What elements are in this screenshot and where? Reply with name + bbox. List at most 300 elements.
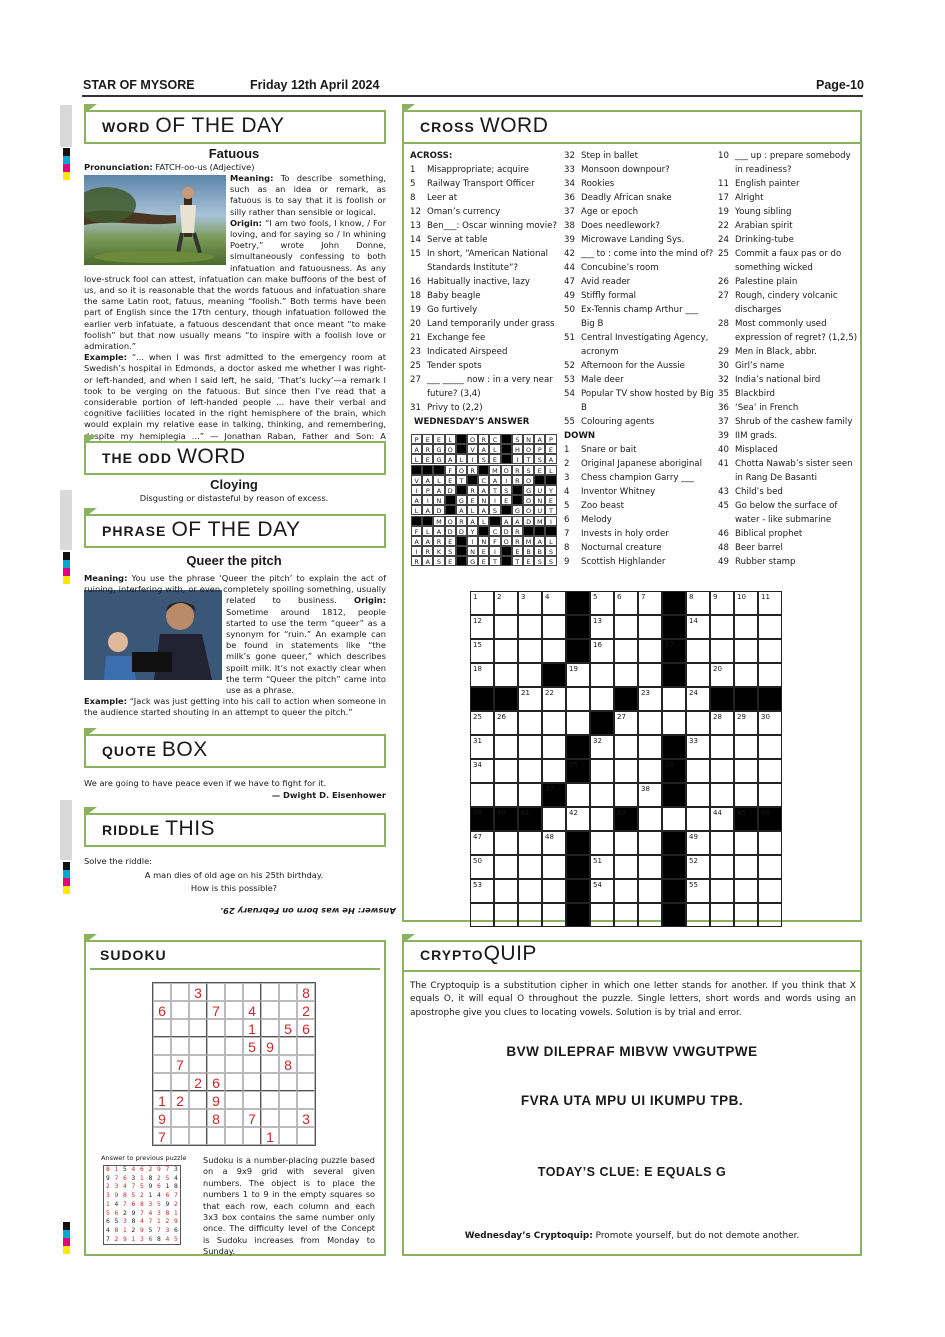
sudoku-cell[interactable] [297,1055,315,1073]
crossword-cell[interactable] [734,615,758,639]
prev-sudoku-cell: 5 [156,1200,161,1208]
clue-text: India’s national bird [735,375,821,385]
crossword-cell[interactable] [590,807,614,831]
sudoku-cell[interactable] [279,1073,297,1091]
crossword-cell[interactable] [710,879,734,903]
crossword-cell[interactable] [662,687,686,711]
clue-item [410,163,560,177]
crossword-cell[interactable]: 5 [590,591,614,615]
sudoku-cell[interactable] [225,1037,243,1055]
crossword-cell[interactable] [566,783,590,807]
crossword-cell[interactable] [518,735,542,759]
riddle-title-box [84,813,386,847]
crossword-cell[interactable] [686,759,710,783]
answer-cell: R [512,465,523,475]
crossword-cell[interactable] [758,759,782,783]
crossword-cell[interactable]: 24 [686,687,710,711]
crossword-cell[interactable]: 29 [734,711,758,735]
crossword-cell[interactable] [542,807,566,831]
crossword-cell[interactable] [638,615,662,639]
answer-cell: A [422,536,433,546]
answer-cell [512,495,523,505]
clue-item [564,191,714,205]
crossword-cell[interactable] [758,615,782,639]
clue-number: 17 [718,193,729,203]
crossword-cell[interactable]: 30 [758,711,782,735]
crossword-cell[interactable]: 54 [590,879,614,903]
sudoku-cell[interactable] [207,1127,225,1145]
crossword-cell[interactable] [542,855,566,879]
sudoku-cell[interactable] [225,983,243,1001]
sudoku-cell[interactable]: 1 [243,1019,261,1037]
crossword-cell[interactable] [518,759,542,783]
crossword-cell[interactable]: 11 [758,591,782,615]
sudoku-cell[interactable] [243,983,261,1001]
crossword-cell[interactable]: 15 [470,639,494,663]
crossword-cell[interactable] [638,639,662,663]
sudoku-cell[interactable] [261,1091,279,1109]
crossword-cell[interactable]: 27 [614,711,638,735]
sudoku-cell[interactable] [297,1037,315,1055]
crossword-cell[interactable] [686,807,710,831]
sudoku-cell[interactable]: 6 [153,1001,171,1019]
crossword-cell[interactable] [542,639,566,663]
crossword-cell[interactable] [710,615,734,639]
crossword-cell[interactable]: 33 [686,735,710,759]
crossword-cell[interactable]: 52 [686,855,710,879]
answer-cell: R [467,465,478,475]
crossword-cell[interactable] [734,783,758,807]
crossword-cell[interactable] [518,879,542,903]
sudoku-cell[interactable] [225,1127,243,1145]
sudoku-cell[interactable]: 5 [243,1037,261,1055]
crossword-cell[interactable] [542,903,566,927]
sudoku-cell[interactable]: 2 [297,1001,315,1019]
answer-cell [512,485,523,495]
sudoku-cell[interactable]: 9 [207,1091,225,1109]
crossword-cell[interactable] [518,783,542,807]
crossword-cell[interactable] [638,735,662,759]
sudoku-cell[interactable]: 9 [153,1109,171,1127]
crossword-cell[interactable] [494,759,518,783]
crossword-cell[interactable] [590,903,614,927]
crossword-cell[interactable]: 55 [686,879,710,903]
crossword-cell[interactable] [734,639,758,663]
crossword-cell[interactable]: 8 [686,591,710,615]
registration-mark [63,1230,70,1238]
sudoku-cell[interactable] [171,983,189,1001]
answer-cell: L [545,465,556,475]
sudoku-cell[interactable] [225,1109,243,1127]
sudoku-cell[interactable] [171,1019,189,1037]
crossword-cell[interactable]: 1 [470,591,494,615]
crossword-block [662,855,686,879]
crossword-cell[interactable]: 16 [590,639,614,663]
crossword-cell[interactable]: 23 [638,687,662,711]
crossword-cell[interactable] [590,759,614,783]
clue-text: ___ up : prepare somebody in readiness? [735,151,851,175]
crossword-cell[interactable] [566,711,590,735]
crossword-cell[interactable] [614,879,638,903]
sudoku-cell[interactable]: 8 [279,1055,297,1073]
crossword-cell[interactable] [614,783,638,807]
sudoku-cell[interactable] [207,1055,225,1073]
crossword-cell[interactable] [638,759,662,783]
sudoku-cell[interactable] [153,1019,171,1037]
clue-text: Baby beagle [427,291,481,301]
sudoku-cell[interactable]: 3 [297,1109,315,1127]
prev-sudoku-cell: 4 [114,1200,119,1208]
prev-sudoku-cell: 9 [131,1209,136,1217]
sudoku-cell[interactable] [279,1037,297,1055]
crossword-cell[interactable] [494,663,518,687]
sudoku-cell[interactable]: 1 [153,1091,171,1109]
crossword-cell[interactable] [518,855,542,879]
prev-sudoku-cell: 5 [173,1235,178,1243]
crossword-cell[interactable] [638,903,662,927]
answer-cell: S [545,546,556,556]
crossword-cell[interactable]: 6 [614,591,638,615]
prev-sudoku-cell: 8 [122,1192,127,1200]
crossword-cell[interactable] [758,903,782,927]
crossword-cell[interactable] [614,759,638,783]
sudoku-cell[interactable]: 6 [297,1019,315,1037]
crossword-cell[interactable] [494,783,518,807]
sudoku-cell[interactable]: 3 [189,983,207,1001]
crossword-cell[interactable]: 31 [470,735,494,759]
crossword-cell[interactable] [734,759,758,783]
crossword-block [614,687,638,711]
crossword-cell[interactable] [542,711,566,735]
answer-cell: A [489,475,500,485]
crossword-cell[interactable] [518,615,542,639]
answer-cell: D [523,516,534,526]
crossword-cell[interactable] [590,831,614,855]
crossword-cell[interactable] [494,615,518,639]
crossword-cell[interactable]: 47 [470,831,494,855]
sudoku-cell[interactable]: 4 [243,1001,261,1019]
answer-cell: O [523,505,534,515]
crossword-cell[interactable]: 9 [710,591,734,615]
crossword-cell[interactable] [542,735,566,759]
crossword-cell[interactable] [518,663,542,687]
sudoku-cell[interactable]: 2 [171,1091,189,1109]
sudoku-cell[interactable]: 7 [243,1109,261,1127]
crossword-cell[interactable] [518,831,542,855]
sudoku-cell[interactable] [243,1073,261,1091]
crossword-cell[interactable] [614,855,638,879]
sudoku-cell[interactable]: 6 [207,1073,225,1091]
crossword-cell[interactable]: 13 [590,615,614,639]
crossword-cell[interactable]: 22 [542,687,566,711]
sudoku-cell[interactable] [153,1037,171,1055]
clue-item [564,555,714,569]
crossword-cell[interactable] [494,831,518,855]
clue-item [564,373,714,387]
prev-sudoku-cell: 5 [114,1218,119,1226]
clue-number: 47 [564,277,575,287]
sudoku-cell[interactable] [171,1073,189,1091]
sudoku-cell[interactable] [153,1073,171,1091]
crossword-cell[interactable] [590,663,614,687]
crossword-cell[interactable] [758,735,782,759]
sudoku-cell[interactable]: 2 [189,1073,207,1091]
registration-mark [63,886,70,894]
sudoku-cell[interactable] [189,1001,207,1019]
crossword-cell[interactable] [614,615,638,639]
crossword-cell[interactable] [614,663,638,687]
crossword-cell[interactable] [542,879,566,903]
crossword-cell[interactable] [494,903,518,927]
crossword-cell[interactable] [494,855,518,879]
sudoku-cell[interactable] [225,1055,243,1073]
corner-flag-icon [84,435,97,445]
crossword-cell[interactable] [470,903,494,927]
crossword-cell[interactable]: 49 [686,831,710,855]
answer-cell: D [445,526,456,536]
clue-text: Oman’s currency [427,207,501,217]
answer-cell: A [501,516,512,526]
crossword-cell[interactable] [758,831,782,855]
crossword-grid[interactable] [470,591,782,903]
clue-number: 49 [718,557,729,567]
sudoku-cell[interactable] [207,1037,225,1055]
crossword-cell[interactable] [614,735,638,759]
crossword-cell[interactable] [758,663,782,687]
sudoku-cell[interactable] [171,1109,189,1127]
crossword-cell[interactable] [686,783,710,807]
crossword-cell[interactable]: 38 [638,783,662,807]
crossword-cell[interactable]: 12 [470,615,494,639]
sudoku-cell[interactable] [297,1091,315,1109]
crossword-cell[interactable]: 19 [566,663,590,687]
clue-item [410,345,560,359]
crossword-cell[interactable] [518,903,542,927]
sudoku-cell[interactable] [243,1091,261,1109]
crossword-cell[interactable] [686,711,710,735]
prev-sudoku-cell: 7 [156,1226,161,1234]
sudoku-cell[interactable] [225,1073,243,1091]
crossword-cell[interactable] [758,879,782,903]
crossword-cell[interactable] [638,711,662,735]
crossword-cell[interactable] [614,639,638,663]
crossword-cell[interactable] [758,639,782,663]
sudoku-cell[interactable] [225,1001,243,1019]
sudoku-cell[interactable] [225,1091,243,1109]
crossword-cell[interactable] [638,879,662,903]
sudoku-cell[interactable] [279,1001,297,1019]
prev-sudoku-cell: 7 [173,1192,178,1200]
crossword-cell[interactable]: 50 [470,855,494,879]
sudoku-cell[interactable]: 7 [207,1001,225,1019]
crossword-cell[interactable]: 34 [470,759,494,783]
answer-cell: Y [545,485,556,495]
crossword-cell[interactable] [758,855,782,879]
sudoku-cell[interactable]: 7 [171,1055,189,1073]
prev-sudoku-cell: 3 [105,1192,110,1200]
crossword-cell[interactable] [662,807,686,831]
prev-sudoku-cell: 3 [139,1235,144,1243]
crossword-cell[interactable] [518,711,542,735]
cryptoquip-title-small: CRYPTO [420,947,484,963]
crossword-block: 41 [518,807,542,831]
crossword-cell[interactable]: 21 [518,687,542,711]
crossword-cell[interactable] [710,735,734,759]
crossword-cell[interactable]: 32 [590,735,614,759]
crossword-cell[interactable] [494,879,518,903]
clue-number: 42 [564,249,575,259]
crossword-cell[interactable] [710,759,734,783]
answer-cell: S [512,434,523,444]
crossword-cell[interactable]: 18 [470,663,494,687]
crossword-cell[interactable]: 44 [710,807,734,831]
answer-cell: A [545,454,556,464]
crossword-cell[interactable]: 28 [710,711,734,735]
sudoku-cell[interactable] [207,1019,225,1037]
crossword-cell[interactable] [638,855,662,879]
crossword-cell[interactable] [662,711,686,735]
answer-cell: M [534,516,545,526]
crossword-cell[interactable]: 7 [638,591,662,615]
crossword-cell[interactable] [710,855,734,879]
sudoku-cell[interactable] [261,1073,279,1091]
prev-sudoku-cell: 3 [156,1209,161,1217]
sudoku-cell[interactable] [153,1055,171,1073]
crossword-cell[interactable]: 26 [494,711,518,735]
prev-sudoku-cell: 7 [148,1218,153,1226]
crossword-cell[interactable] [734,663,758,687]
answer-cell: L [489,444,500,454]
sudoku-cell[interactable] [189,1055,207,1073]
crossword-cell[interactable] [614,831,638,855]
crossword-cell[interactable] [734,903,758,927]
sudoku-cell[interactable] [225,1019,243,1037]
prev-sudoku-cell: 2 [105,1183,110,1191]
sudoku-cell[interactable] [243,1055,261,1073]
sudoku-cell[interactable] [279,983,297,1001]
crossword-cell[interactable] [734,831,758,855]
sudoku-cell[interactable] [279,1091,297,1109]
crossword-cell[interactable] [494,639,518,663]
crossword-block [566,639,590,663]
crossword-cell[interactable] [590,783,614,807]
prev-sudoku-cell: 8 [131,1218,136,1226]
crossword-cell[interactable] [686,663,710,687]
crossword-cell[interactable] [638,807,662,831]
crossword-cell[interactable]: 25 [470,711,494,735]
crossword-cell[interactable]: 4 [542,591,566,615]
sudoku-cell[interactable] [243,1127,261,1145]
crossword-cell[interactable]: 20 [710,663,734,687]
sudoku-cell[interactable] [171,1127,189,1145]
sudoku-cell[interactable] [297,1073,315,1091]
sudoku-cell[interactable] [171,1001,189,1019]
answer-cell: L [456,454,467,464]
crossword-cell[interactable] [494,735,518,759]
sudoku-cell[interactable] [279,1127,297,1145]
clue-number: 9 [564,557,570,567]
sudoku-cell[interactable]: 8 [207,1109,225,1127]
crossword-cell[interactable]: 48 [542,831,566,855]
crossword-cell[interactable]: 2 [494,591,518,615]
sudoku-cell[interactable] [261,1055,279,1073]
wednesday-answer-label: WEDNESDAY’S ANSWER [414,417,530,427]
clue-number: 39 [718,431,729,441]
crossword-cell[interactable]: 51 [590,855,614,879]
registration-mark [63,164,70,172]
sudoku-cell[interactable] [261,1019,279,1037]
sudoku-cell[interactable] [189,1091,207,1109]
sudoku-cell[interactable]: 7 [153,1127,171,1145]
answer-cell: O [523,444,534,454]
wotd-title-big: OF THE DAY [155,114,285,137]
sudoku-cell[interactable] [189,1127,207,1145]
prev-sudoku-cell: 1 [105,1200,110,1208]
crossword-cell[interactable] [710,903,734,927]
sudoku-cell[interactable] [261,1109,279,1127]
crossword-cell[interactable] [638,831,662,855]
clue-text: Shrub of the cashew family [735,417,853,427]
sudoku-cell[interactable] [153,983,171,1001]
prev-sudoku-cell: 5 [105,1209,110,1217]
sudoku-cell[interactable] [261,983,279,1001]
clue-text: Nocturnal creature [581,543,662,553]
crossword-cell[interactable] [734,855,758,879]
crossword-cell[interactable] [542,759,566,783]
crossword-cell[interactable]: 10 [734,591,758,615]
sudoku-cell[interactable] [297,1127,315,1145]
sudoku-cell[interactable]: 1 [261,1127,279,1145]
crossword-cell[interactable] [758,783,782,807]
sudoku-cell[interactable] [189,1037,207,1055]
sudoku-cell[interactable]: 5 [279,1019,297,1037]
sudoku-cell[interactable] [171,1037,189,1055]
sudoku-description: Sudoku is a number-placing puzzle based on a 9x9 grid with several given numbers. The object is to place the numbers 1 to 9 in the empty squares so that each row, each column and each 3x3 box contains the same number only once. The difficulty level of the Concept is Sudoku increases from Monday to Sunday. [203,1155,375,1257]
answer-cell: T [523,454,534,464]
prev-sudoku-cell: 9 [156,1166,161,1173]
crossword-cell[interactable] [710,831,734,855]
crossword-cell[interactable] [518,639,542,663]
sudoku-cell[interactable] [279,1109,297,1127]
crossword-cell[interactable]: 53 [470,879,494,903]
crossword-cell[interactable] [470,783,494,807]
crossword-cell[interactable]: 14 [686,615,710,639]
sudoku-cell[interactable] [261,1001,279,1019]
sudoku-cell[interactable] [207,983,225,1001]
crossword-cell[interactable] [542,615,566,639]
crossword-cell[interactable] [710,783,734,807]
crossword-cell[interactable] [686,639,710,663]
sudoku-cell[interactable]: 8 [297,983,315,1001]
clue-text: Girl’s name [735,361,785,371]
sudoku-cell[interactable] [189,1109,207,1127]
crossword-cell[interactable] [590,687,614,711]
crossword-cell[interactable]: 3 [518,591,542,615]
crossword-cell[interactable]: 42 [566,807,590,831]
answer-cell: G [433,454,444,464]
crossword-cell[interactable] [734,879,758,903]
crossword-cell[interactable] [614,903,638,927]
clue-number: 43 [718,487,729,497]
crossword-cell[interactable] [710,639,734,663]
sudoku-cell[interactable] [189,1019,207,1037]
clue-number: 31 [410,403,421,413]
crossword-cell[interactable] [734,735,758,759]
crossword-cell[interactable] [566,687,590,711]
sudoku-cell[interactable]: 9 [261,1037,279,1055]
crossword-cell[interactable] [686,903,710,927]
crossword-cell[interactable] [638,663,662,687]
